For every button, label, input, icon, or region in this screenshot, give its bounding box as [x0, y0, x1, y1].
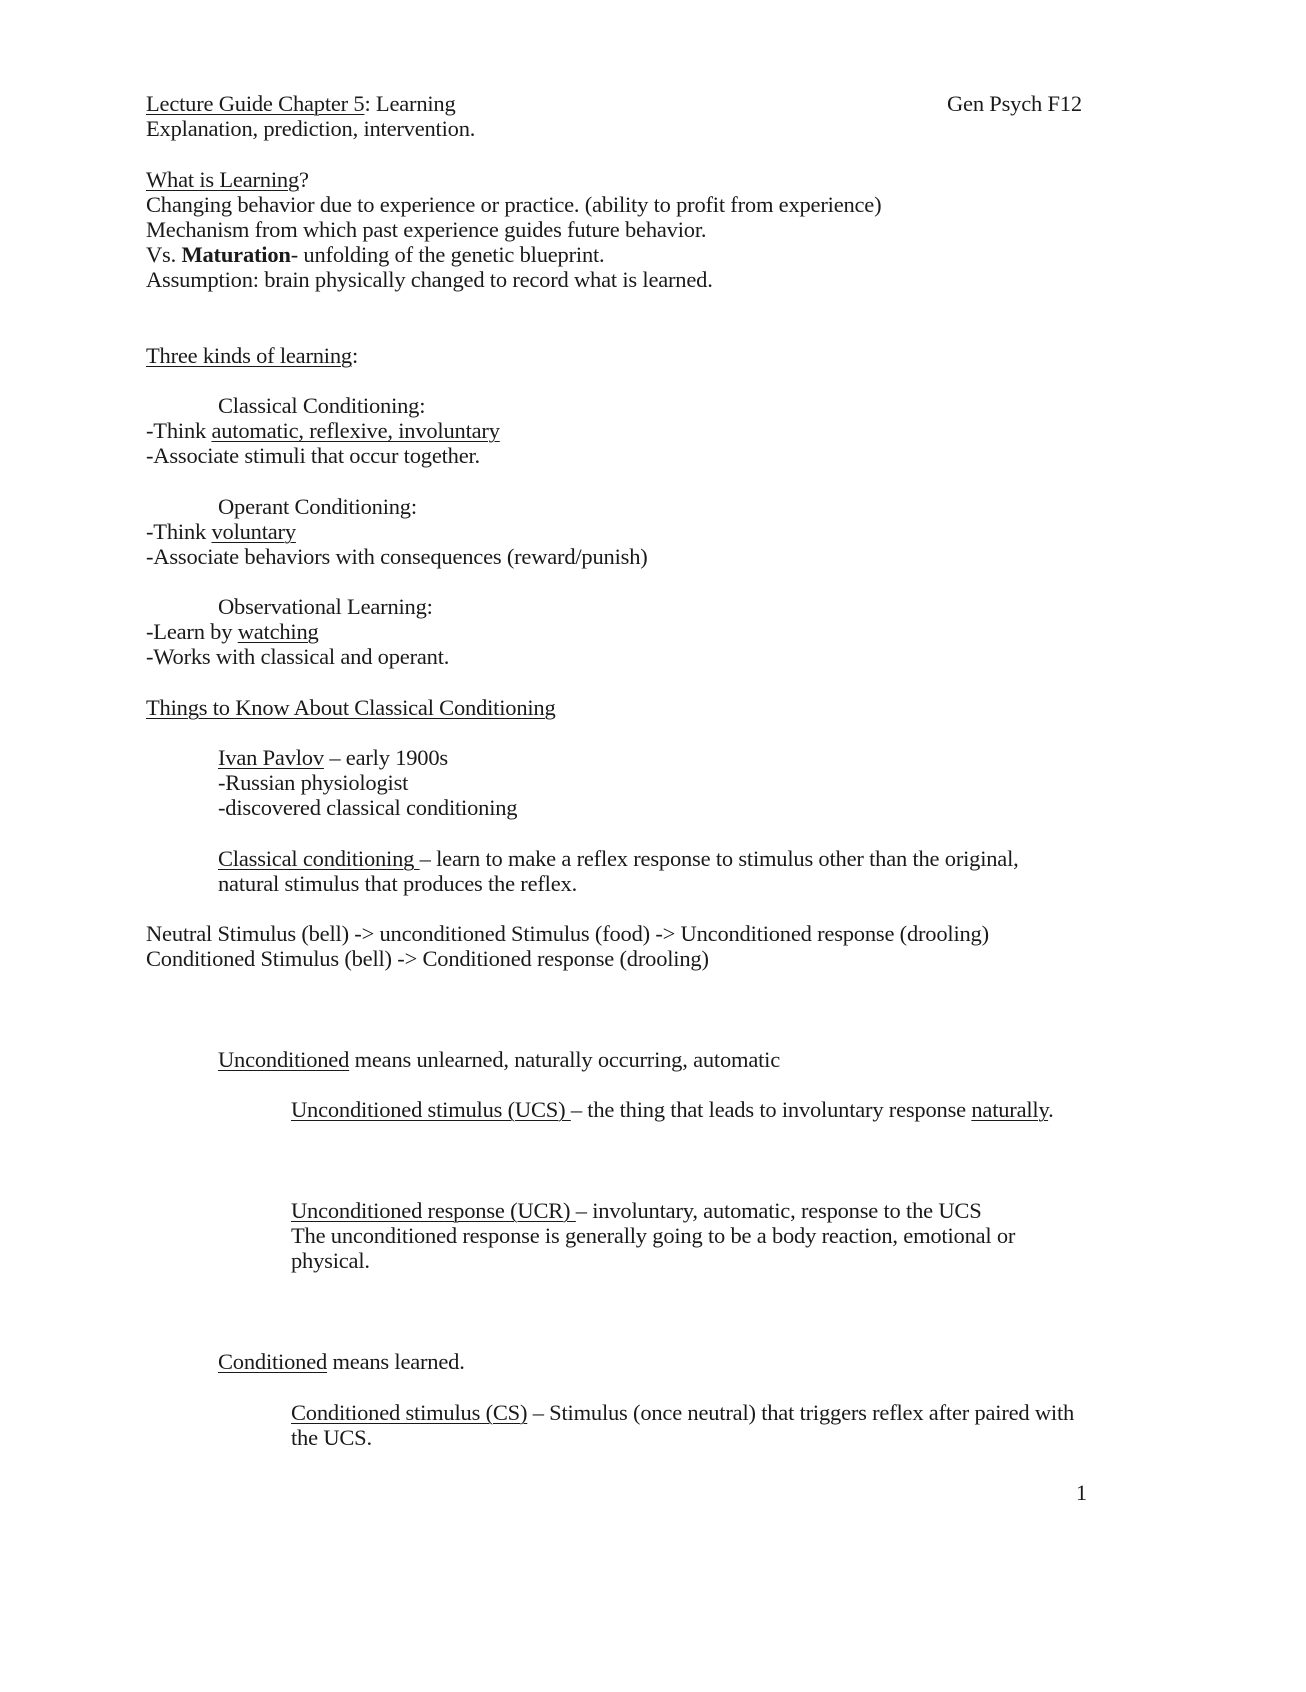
text-line: Unconditioned stimulus (UCS) – the thing that leads to involuntary response naturally.: [291, 1097, 1054, 1122]
section-heading-what-is-learning: What is Learning?: [146, 167, 309, 192]
text-line: -Think voluntary: [146, 519, 296, 544]
subheading-observational: Observational Learning:: [218, 594, 433, 619]
document-title: Lecture Guide Chapter 5: Learning: [146, 91, 456, 116]
subheading-classical: Classical Conditioning:: [218, 393, 426, 418]
page-number: 1: [1076, 1480, 1087, 1505]
text-line: Unconditioned means unlearned, naturally occurring, automatic: [218, 1047, 780, 1072]
text-line: natural stimulus that produces the reflex.: [218, 871, 577, 896]
text-line: Conditioned stimulus (CS) – Stimulus (once neutral) that triggers reflex after paired with: [291, 1400, 1075, 1425]
text-line: the UCS.: [291, 1425, 372, 1450]
text-line: The unconditioned response is generally going to be a body reaction, emotional or: [291, 1223, 1016, 1248]
subheading-operant: Operant Conditioning:: [218, 494, 417, 519]
text-line: Classical conditioning – learn to make a reflex response to stimulus other than the original,: [218, 846, 1019, 871]
section-heading-three-kinds: Three kinds of learning:: [146, 343, 359, 368]
text-line: Ivan Pavlov – early 1900s: [218, 745, 448, 770]
text-line: Changing behavior due to experience or practice. (ability to profit from experience): [146, 192, 882, 217]
text-line: -discovered classical conditioning: [218, 795, 518, 820]
text-line: Conditioned means learned.: [218, 1349, 465, 1374]
text-line: Conditioned Stimulus (bell) -> Conditioned response (drooling): [146, 946, 709, 971]
text-line: -Learn by watching: [146, 619, 319, 644]
text-line: -Works with classical and operant.: [146, 644, 450, 669]
text-line: Neutral Stimulus (bell) -> unconditioned Stimulus (food) -> Unconditioned response (drooling): [146, 921, 989, 946]
text-line: Assumption: brain physically changed to record what is learned.: [146, 267, 713, 292]
text-line: Vs. Maturation- unfolding of the genetic blueprint.: [146, 242, 605, 267]
section-heading-things-to-know: Things to Know About Classical Conditioning: [146, 695, 556, 720]
text-line: Unconditioned response (UCR) – involuntary, automatic, response to the UCS: [291, 1198, 982, 1223]
text-line: -Associate stimuli that occur together.: [146, 443, 480, 468]
course-label: Gen Psych F12: [947, 91, 1082, 116]
text-line: -Associate behaviors with consequences (reward/punish): [146, 544, 648, 569]
document-subtitle: Explanation, prediction, intervention.: [146, 116, 476, 141]
text-line: physical.: [291, 1248, 370, 1273]
text-line: -Think automatic, reflexive, involuntary: [146, 418, 500, 443]
text-line: -Russian physiologist: [218, 770, 409, 795]
text-line: Mechanism from which past experience guides future behavior.: [146, 217, 707, 242]
